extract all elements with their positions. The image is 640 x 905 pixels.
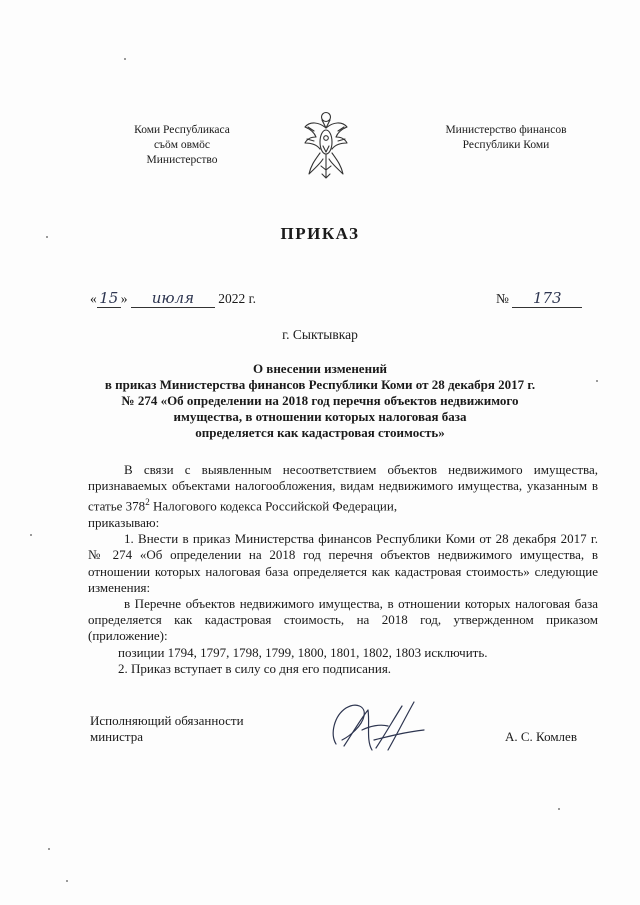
order-number-prefix: № [496,291,509,306]
signatory-position-line: Исполняющий обязанности [90,713,244,728]
signatory-name: А. С. Комлев [505,729,577,744]
subject-line: в приказ Министерства финансов Республики Коми от 28 декабря 2017 г. [104,377,536,392]
date-line [90,289,256,308]
city-line: г. Сыктывкар [282,327,358,342]
subject-line: О внесении изменений [252,361,388,376]
handwritten-signature-icon [326,696,430,754]
header-left-line: съӧм овмӧс [153,139,211,151]
preamble-text-end: Налогового кодекса Российской Федерации, [149,498,398,514]
header-left-line: Министерство [146,154,218,166]
item-1-detail-paragraph: в Перечне объектов недвижимого имущества, в отношении которых налоговая база определяется как кадастровая стоимость, на 2018 год, утвержденном приказом (приложение): [88,595,598,644]
header-left-line: Коми Республикаса [134,124,230,136]
item-1-paragraph: 1. Внести в приказ Министерства финансов Республики Коми от 28 декабря 2017 г. № 274 «Об определении на 2018 год перечня объектов недвижимого имущества, в отношении которых налоговая база определяется как кадастровая стоимость» следующие изменения: [88,531,598,595]
order-body [88,462,598,677]
item-2-paragraph: 2. Приказ вступает в силу со дня его подписания. [118,660,392,676]
header-right-line: Республики Коми [462,139,550,151]
date-open-quote: « [90,291,97,306]
signatory-position [90,713,244,745]
order-number-line [496,289,582,308]
order-subject [100,361,540,441]
komi-republic-coat-of-arms-icon [302,108,350,184]
date-year: 2022 г. [218,291,257,306]
article-superscript: 2 [145,497,150,508]
date-close-quote: » [120,291,128,306]
preamble-paragraph [88,462,598,515]
order-word: приказываю: [88,514,160,530]
order-number-handwritten: 173 [512,289,582,308]
item-1-positions: позиции 1794, 1797, 1798, 1799, 1800, 1801, 1802, 1803 исключить. [118,644,488,660]
signatory-position-line: министра [90,729,143,744]
header-right-ministry-finance [428,123,584,153]
subject-line: определяется как кадастровая стоимость» [195,425,445,440]
date-day-handwritten: 15 [97,289,121,308]
subject-line: имущества, в отношении которых налоговая база [173,409,467,424]
subject-line: № 274 «Об определении на 2018 год перечня объектов недвижимого [121,393,519,408]
header-left-ministry-komi [112,123,252,168]
preamble-text: В связи с выявленным несоответствием объектов недвижимого имущества, признаваемых объектами налогообложения, видам недвижимого имущества, указанным в статье 378 [88,462,598,514]
document-title: ПРИКАЗ [280,224,360,243]
date-month-handwritten: июля [131,289,215,308]
header-right-line: Министерство финансов [445,124,567,136]
